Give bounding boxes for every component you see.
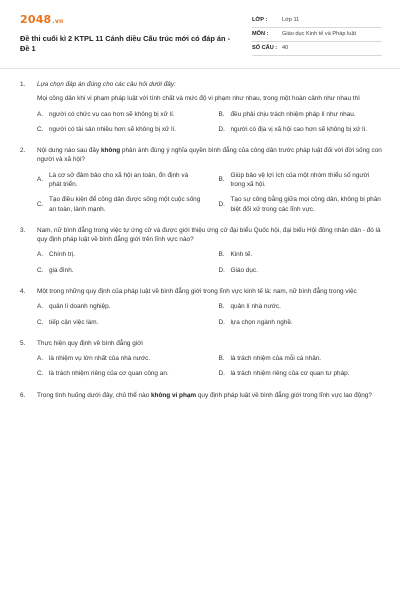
question-item: [20, 287, 382, 327]
answer-option[interactable]: [37, 302, 201, 311]
question-text: [37, 226, 382, 245]
option-text: người có chức vụ cao hơn sẽ không bị xử lí.: [49, 110, 175, 118]
question-passage: Mọi công dân khi vi phạm pháp luật với tính chất và mức độ vi phạm như nhau, trong một hoàn cảnh như nhau thì: [37, 95, 360, 103]
answer-option[interactable]: [219, 125, 383, 134]
answer-option[interactable]: [37, 250, 201, 259]
answer-option[interactable]: [219, 171, 383, 190]
option-text: là nhiệm vụ lớn nhất của nhà nước.: [49, 355, 151, 363]
question-item: [20, 339, 382, 379]
question-number: 2.: [20, 147, 26, 155]
question-text: [37, 391, 382, 400]
question-text-segment: Thực hiện quy định về bình đẳng giới: [37, 339, 143, 347]
option-letter: A.: [37, 251, 44, 259]
answer-option[interactable]: [37, 266, 201, 275]
question-stem: [20, 287, 382, 296]
option-letter: D.: [218, 266, 225, 274]
question-text-segment: Trong tình huống dưới đây, chủ thể nào: [37, 391, 151, 399]
meta-value: Giáo dục Kinh tế và Pháp luật: [282, 31, 357, 38]
option-letter: D.: [218, 125, 225, 133]
meta-key: LỚP :: [252, 17, 268, 24]
meta-value: 40: [282, 45, 289, 52]
meta-value: Lớp 11: [282, 17, 300, 24]
option-text: gia đình.: [49, 266, 74, 274]
option-letter: C.: [37, 125, 44, 133]
answer-options: [37, 171, 382, 214]
question-text: [37, 339, 382, 348]
option-letter: B.: [218, 251, 225, 259]
option-letter: A.: [37, 110, 44, 118]
option-letter: A.: [37, 303, 44, 311]
option-letter: C.: [37, 370, 44, 378]
option-text: là trách nhiệm của mỗi cá nhân.: [230, 355, 322, 363]
answer-options: [37, 354, 382, 379]
answer-option[interactable]: [219, 110, 383, 119]
option-text: Tạo sự công bằng giữa mọi công dân, không bị phân biệt đối xử trong các lĩnh vực.: [230, 196, 381, 213]
meta-row-class: [252, 14, 382, 28]
question-number: 4.: [20, 287, 26, 295]
question-text-segment: Nam, nữ bình đẳng trong việc tự ứng cử và được giới thiệu ứng cử đại biểu Quốc hội, đại biểu Hội đồng nhân dân - đó là quy định pháp luật về bình đẳng giới trên lĩnh vực nào?: [37, 226, 381, 244]
option-text: Là cơ sở đảm bảo cho xã hội an toàn, ổn định và phát triển.: [49, 171, 189, 188]
answer-option[interactable]: [219, 318, 383, 327]
question-text-segment: phản ánh đúng ý nghĩa quyền bình đẳng của công dân trước pháp luật đối với đời sống con người và xã hội?: [37, 147, 382, 164]
question-text-segment: Lựa chọn đáp án đúng cho các câu hỏi dưới đây:: [37, 81, 176, 88]
question-item: [20, 226, 382, 275]
question-stem: [20, 146, 382, 165]
question-item: [20, 391, 382, 400]
option-text: đều phải chịu trách nhiệm pháp lí như nhau.: [230, 110, 356, 118]
question-text: [37, 146, 382, 165]
answer-option[interactable]: [37, 171, 201, 190]
answer-option[interactable]: [219, 354, 383, 363]
document-header: [0, 0, 400, 62]
option-letter: D.: [218, 200, 225, 208]
question-number: 3.: [20, 226, 26, 234]
option-letter: A.: [37, 176, 44, 184]
answer-option[interactable]: [219, 250, 383, 259]
answer-option[interactable]: [37, 318, 201, 327]
question-text-emphasis: không: [100, 147, 121, 155]
document-title: Đề thi cuối kì 2 KTPL 11 Cánh diều Cấu trúc mới có đáp án - Đề 1: [20, 33, 231, 53]
question-item: [20, 146, 382, 214]
option-letter: C.: [37, 318, 44, 326]
option-letter: D.: [218, 318, 225, 326]
question-text-emphasis: không vi phạm: [151, 391, 197, 399]
option-text: Chính trị.: [49, 251, 75, 259]
option-text: là trách nhiệm riêng của cơ quan tư pháp.: [230, 370, 350, 378]
answer-option[interactable]: [37, 125, 201, 134]
answer-option[interactable]: [219, 195, 383, 214]
logo-main: 2048: [20, 13, 52, 26]
option-letter: B.: [218, 110, 225, 118]
option-letter: B.: [218, 176, 225, 184]
answer-options: [37, 250, 382, 275]
question-text-segment: Một trong những quy định của pháp luật về bình đẳng giới trong lĩnh vực kinh tế là: nam, nữ bình đẳng trong việc: [37, 287, 357, 295]
question-text-segment: quy định pháp luật về bình đẳng giới trong lĩnh vực lao động?: [196, 391, 372, 399]
question-stem: [20, 80, 382, 89]
answer-option[interactable]: [37, 195, 201, 214]
meta-key: SỐ CÂU :: [252, 45, 278, 52]
answer-option[interactable]: [37, 110, 201, 119]
question-number: 5.: [20, 339, 26, 347]
question-stem: [20, 226, 382, 245]
question-text: [37, 80, 382, 89]
option-letter: C.: [37, 266, 44, 274]
question-text-segment: Nội dung nào sau đây: [37, 147, 101, 155]
meta-row-count: [252, 42, 382, 56]
question-item: [20, 80, 382, 134]
option-text: Giúp bảo vệ lợi ích của một nhóm thiểu số người trong xã hội.: [230, 171, 370, 188]
meta-table: [252, 14, 382, 56]
meta-key: MÔN :: [252, 31, 269, 38]
answer-option[interactable]: [37, 369, 201, 378]
question-stem: [20, 391, 382, 400]
option-text: Tạo điều kiện để công dân được sống một cuộc sống an toàn, lành mạnh.: [49, 196, 201, 213]
option-letter: B.: [218, 303, 225, 311]
option-text: là trách nhiệm riêng của cơ quan công an.: [49, 370, 169, 378]
option-text: người có địa vị xã hội cao hơn sẽ không bị xử lí.: [230, 125, 368, 133]
option-text: Kinh tế.: [230, 251, 253, 259]
header-divider: [0, 68, 400, 69]
option-letter: C.: [37, 200, 44, 208]
question-number: 6.: [20, 391, 26, 399]
question-list: [20, 80, 382, 412]
option-text: người có tài sản nhiều hơn sẽ không bị xử lí.: [49, 125, 177, 133]
logo-suffix: .vn: [52, 18, 64, 25]
answer-option[interactable]: [219, 302, 383, 311]
option-letter: D.: [218, 370, 225, 378]
meta-row-subject: [252, 28, 382, 42]
option-text: tiếp cận việc làm.: [49, 318, 99, 326]
option-letter: A.: [37, 355, 44, 363]
question-text: [37, 287, 382, 296]
question-stem: [20, 339, 382, 348]
question-number: 1.: [20, 81, 26, 88]
answer-option[interactable]: [219, 266, 383, 275]
answer-options: [37, 302, 382, 327]
option-letter: B.: [218, 355, 225, 363]
option-text: lựa chọn ngành nghề.: [230, 318, 293, 326]
option-text: Giáo dục.: [230, 266, 258, 274]
answer-options: [37, 110, 382, 135]
answer-option[interactable]: [37, 354, 201, 363]
option-text: quản lí nhà nước.: [230, 303, 281, 311]
answer-option[interactable]: [219, 369, 383, 378]
option-text: quản lí doanh nghiệp.: [49, 303, 111, 311]
